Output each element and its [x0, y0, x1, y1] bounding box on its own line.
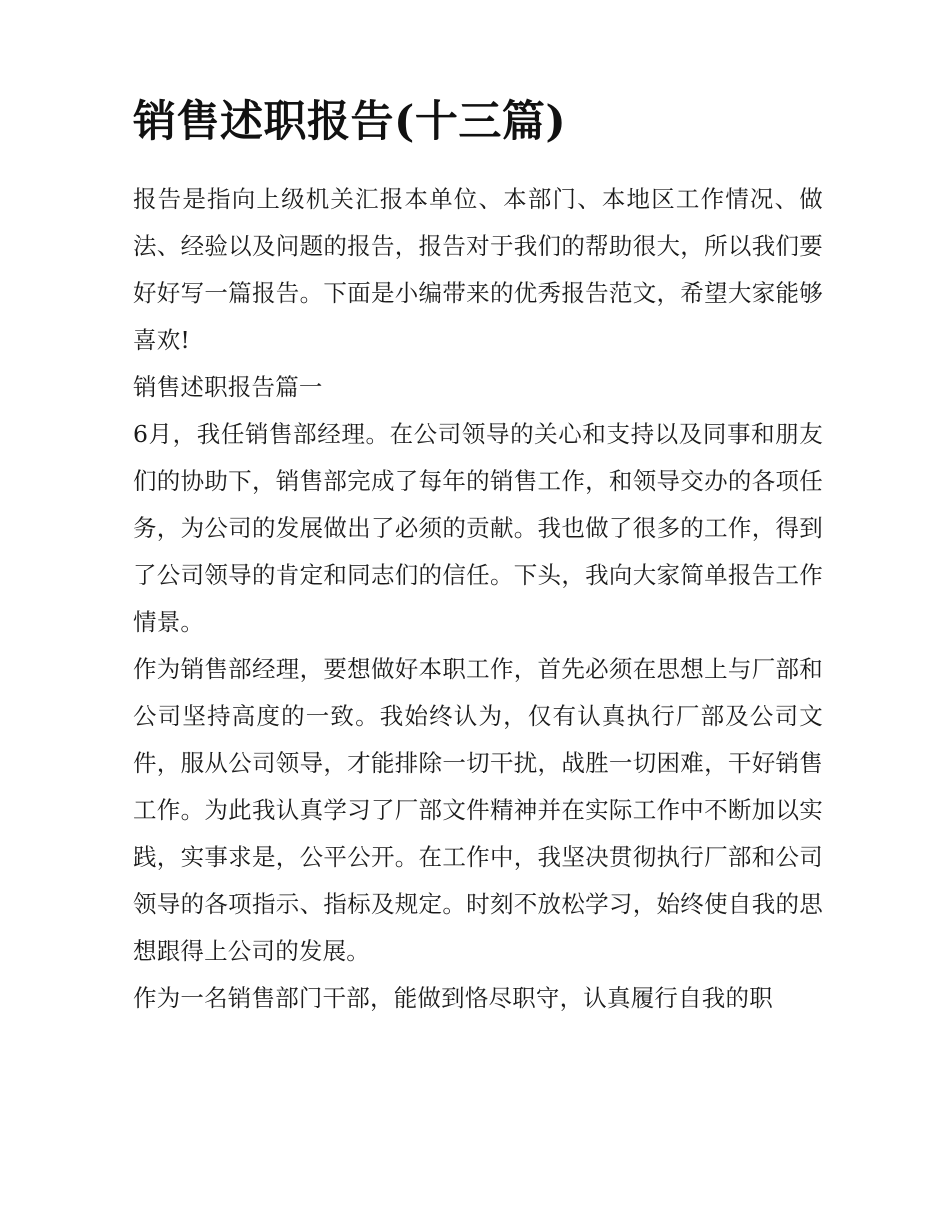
document-content: [133, 96, 823, 1022]
page-title: 销售述职报告(十三篇): [133, 97, 567, 147]
paragraph-body-1: 6月，我任销售部经理。在公司领导的关心和支持以及同事和朋友们的协助下，销售部完成了每年的销售工作，和领导交办的各项任务，为公司的发展做出了必须的贡献。我也做了很多的工作，得到了公司领导的肯定和同志们的信任。下头，我向大家简单报告工作情景。: [133, 419, 823, 636]
paragraph-body-2: 作为销售部经理，要想做好本职工作，首先必须在思想上与厂部和公司坚持高度的一致。我始终认为，仅有认真执行厂部及公司文件，服从公司领导，才能排除一切干扰，战胜一切困难，干好销售工作。为此我认真学习了厂部文件精神并在实际工作中不断加以实践，实事求是，公平公开。在工作中，我坚决贯彻执行厂部和公司领导的各项指示、指标及规定。时刻不放松学习，始终使自我的思想跟得上公司的发展。: [133, 654, 823, 965]
section-heading: 销售述职报告篇一: [133, 372, 323, 401]
paragraph-intro: 报告是指向上级机关汇报本单位、本部门、本地区工作情况、做法、经验以及问题的报告，报告对于我们的帮助很大，所以我们要好好写一篇报告。下面是小编带来的优秀报告范文，希望大家能够喜欢!: [133, 184, 823, 354]
paragraph-body-3: 作为一名销售部门干部，能做到恪尽职守，认真履行自我的职: [133, 983, 773, 1012]
